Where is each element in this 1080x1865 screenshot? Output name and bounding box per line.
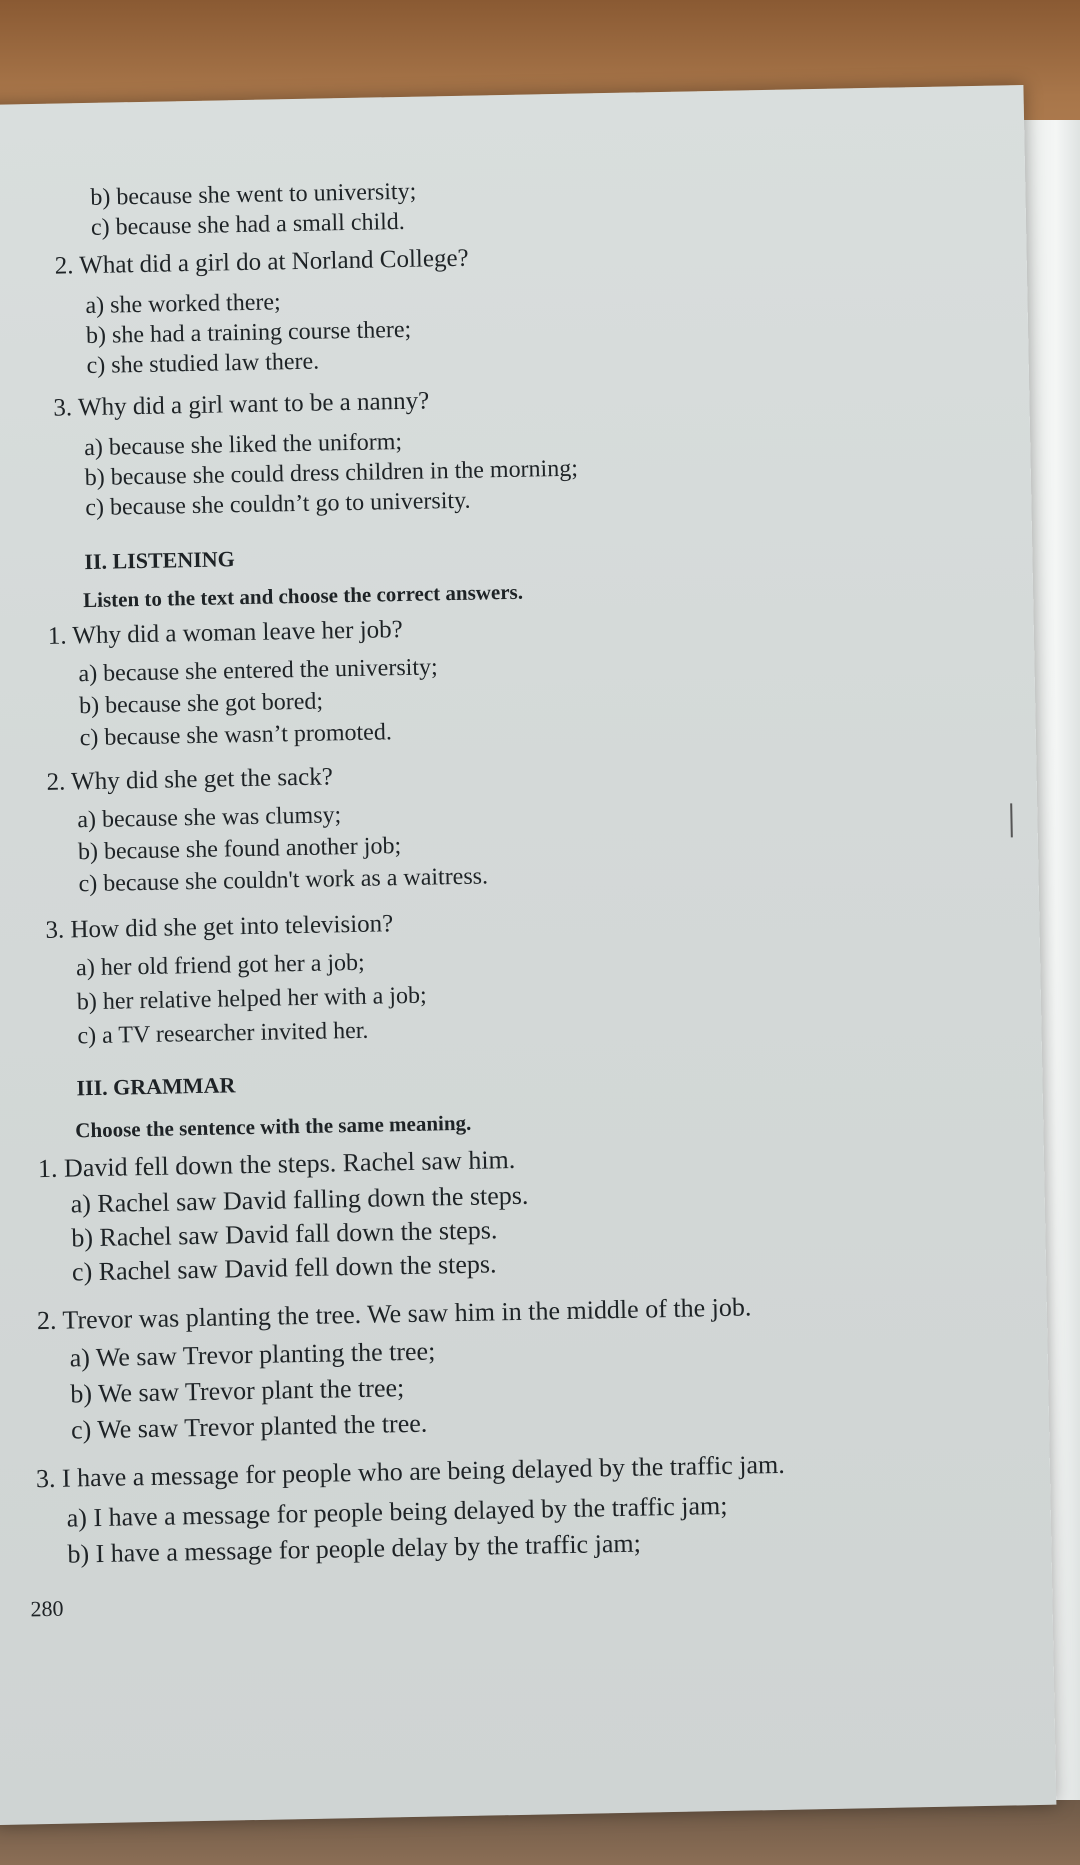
s1-q2-option-c: c) she studied law there. — [86, 348, 320, 380]
listening-q3-option-b: b) her relative helped her with a job; — [76, 982, 427, 1016]
grammar-q3-question: 3. I have a message for people who are being delayed by the traffic jam. — [35, 1449, 785, 1494]
listening-q1-question: 1. Why did a woman leave her job? — [47, 616, 403, 650]
listening-q3-option-a: a) her old friend got her a job; — [75, 949, 365, 982]
grammar-heading: III. GRAMMAR — [76, 1072, 236, 1101]
grammar-q3-option-b: b) I have a message for people delay by the traffic jam; — [67, 1528, 642, 1569]
s1-q3-question: 3. Why did a girl want to be a nanny? — [53, 387, 430, 422]
grammar-q3-option-a: a) I have a message for people being delayed by the traffic jam; — [66, 1490, 728, 1533]
grammar-q1-option-a: a) Rachel saw David falling down the steps. — [70, 1180, 529, 1219]
grammar-q2-option-b: b) We saw Trevor plant the tree; — [70, 1373, 405, 1409]
listening-instruction: Listen to the text and choose the correct answers. — [82, 579, 524, 613]
listening-q2-option-b: b) because she found another job; — [77, 833, 402, 866]
s1-q1-option-b: b) because she went to university; — [90, 178, 417, 211]
s1-q3-option-b: b) because she could dress children in the morning; — [84, 455, 579, 492]
grammar-q1-option-b: b) Rachel saw David fall down the steps. — [71, 1215, 498, 1253]
s1-q2-option-b: b) she had a training course there; — [85, 316, 412, 350]
grammar-q2-option-a: a) We saw Trevor planting the tree; — [69, 1336, 436, 1373]
listening-q1-option-b: b) because she got bored; — [78, 688, 324, 720]
grammar-q2-option-c: c) We saw Trevor planted the tree. — [70, 1408, 428, 1445]
listening-q2-question: 2. Why did she get the sack? — [46, 763, 334, 796]
listening-q1-option-a: a) because she entered the university; — [78, 654, 438, 688]
grammar-q1-option-c: c) Rachel saw David fell down the steps. — [71, 1249, 497, 1287]
listening-q3-question: 3. How did she get into television? — [45, 910, 394, 944]
page-number: 280 — [30, 1595, 64, 1622]
listening-heading: II. LISTENING — [84, 546, 235, 575]
grammar-instruction: Choose the sentence with the same meaning. — [75, 1110, 472, 1143]
s1-q3-option-c: c) because she couldn’t go to university. — [85, 487, 471, 522]
listening-q2-option-c: c) because she couldn't work as a waitress. — [78, 863, 489, 898]
s1-q1-option-c: c) because she had a small child. — [90, 208, 406, 241]
s1-q3-option-a: a) because she liked the uniform; — [83, 428, 403, 462]
s1-q2-question: 2. What did a girl do at Norland College? — [54, 244, 469, 280]
listening-q2-option-a: a) because she was clumsy; — [77, 802, 342, 834]
grammar-q2-question: 2. Trevor was planting the tree. We saw him in the middle of the job. — [36, 1292, 752, 1336]
page-edge-mark — [1010, 803, 1013, 837]
grammar-q1-question: 1. David fell down the steps. Rachel saw him. — [37, 1144, 516, 1184]
book-page — [0, 85, 1056, 1825]
s1-q2-option-a: a) she worked there; — [85, 289, 281, 320]
listening-q1-option-c: c) because she wasn’t promoted. — [79, 719, 393, 752]
listening-q3-option-c: c) a TV researcher invited her. — [77, 1017, 369, 1050]
